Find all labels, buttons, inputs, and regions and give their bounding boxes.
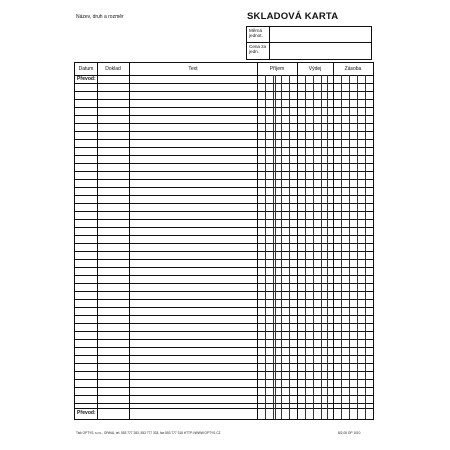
unit-price-divider <box>269 27 270 59</box>
transfer-top-label: Převod: <box>77 76 96 82</box>
row-divider <box>75 171 373 172</box>
column-divider <box>97 63 98 419</box>
subcolumn-divider <box>365 75 366 419</box>
ledger-table <box>74 62 374 420</box>
decimal-divider <box>275 75 276 419</box>
row-divider <box>75 115 373 116</box>
column-divider <box>129 63 130 419</box>
row-divider <box>75 395 373 396</box>
row-divider <box>75 243 373 244</box>
subcolumn-divider <box>305 75 306 419</box>
subcolumn-divider <box>265 75 266 419</box>
header-stock: Zásoba <box>344 66 362 72</box>
row-divider <box>75 211 373 212</box>
publisher-footer: Tisk OPTYS, s.r.o., OPAVA, tel. 553 777 283, 553 777 333, fax 553 777 318 HTTP://WWW.OPTYS.CZ <box>76 431 221 435</box>
row-divider <box>75 331 373 332</box>
header-receipt: Příjem <box>269 66 285 72</box>
form-title: SKLADOVÁ KARTA <box>247 11 339 22</box>
row-divider <box>75 131 373 132</box>
row-divider <box>75 91 373 92</box>
row-divider <box>75 83 373 84</box>
row-divider <box>75 315 373 316</box>
subcolumn-divider <box>349 75 350 419</box>
subcolumn-divider <box>289 75 290 419</box>
row-divider <box>75 307 373 308</box>
row-divider <box>75 227 373 228</box>
row-divider <box>75 259 373 260</box>
row-divider <box>75 291 373 292</box>
form-code: 8/2-05 OP 1010 <box>338 431 361 435</box>
header-divider <box>75 75 373 76</box>
row-divider <box>75 408 373 409</box>
row-divider <box>75 403 373 404</box>
row-divider <box>75 195 373 196</box>
price-label: Cena za jedn. <box>249 44 267 55</box>
row-divider <box>75 283 373 284</box>
transfer-bottom-label: Převod: <box>77 410 96 416</box>
row-divider <box>75 347 373 348</box>
subcolumn-divider <box>281 75 282 419</box>
row-divider <box>75 139 373 140</box>
subcolumn-divider <box>341 75 342 419</box>
column-divider <box>297 63 298 419</box>
row-divider <box>75 355 373 356</box>
subcolumn-divider <box>273 75 274 419</box>
row-divider <box>75 275 373 276</box>
unit-price-box <box>246 26 372 60</box>
header-issue: Výdej <box>308 66 322 72</box>
row-divider <box>75 163 373 164</box>
row-divider <box>75 387 373 388</box>
row-divider <box>75 339 373 340</box>
row-divider <box>75 363 373 364</box>
column-divider <box>257 63 258 419</box>
row-divider <box>75 379 373 380</box>
subcolumn-divider <box>357 75 358 419</box>
row-divider <box>75 187 373 188</box>
row-divider <box>75 235 373 236</box>
unit-row <box>247 27 371 43</box>
unit-label: Měrná jednot. <box>249 28 263 39</box>
row-divider <box>75 99 373 100</box>
row-divider <box>75 299 373 300</box>
row-divider <box>75 107 373 108</box>
row-divider <box>75 203 373 204</box>
name-type-size-label: Název, druh a rozměr <box>76 14 124 20</box>
price-row <box>247 43 371 60</box>
row-divider <box>75 323 373 324</box>
row-divider <box>75 371 373 372</box>
header-document: Doklad <box>105 66 121 72</box>
header-date: Datum <box>78 66 94 72</box>
subcolumn-divider <box>327 75 328 419</box>
header-text: Text <box>188 66 198 72</box>
subcolumn-divider <box>321 75 322 419</box>
row-divider <box>75 179 373 180</box>
row-divider <box>75 219 373 220</box>
row-divider <box>75 251 373 252</box>
column-divider <box>333 63 334 419</box>
row-divider <box>75 267 373 268</box>
row-divider <box>75 155 373 156</box>
row-divider <box>75 123 373 124</box>
row-divider <box>75 147 373 148</box>
subcolumn-divider <box>313 75 314 419</box>
